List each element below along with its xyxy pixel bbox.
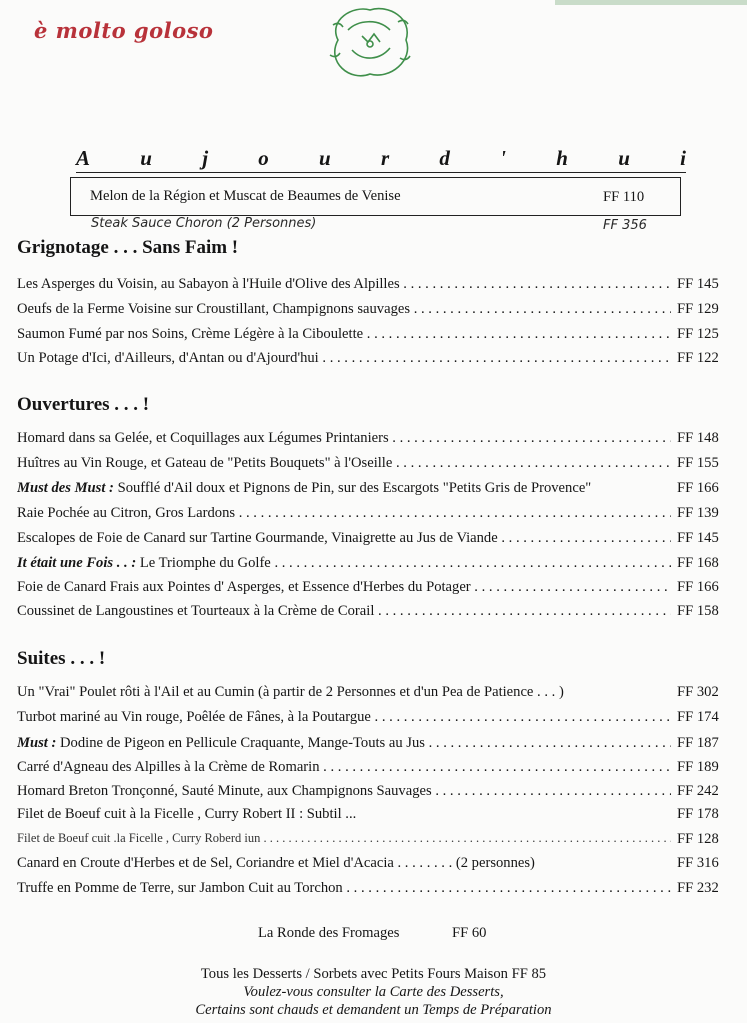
today-underline xyxy=(76,172,686,173)
section-heading: Suites . . . ! xyxy=(17,648,106,669)
restaurant-logo xyxy=(318,0,422,84)
today-special-item: Melon de la Région et Muscat de Beaumes de Venise xyxy=(90,188,401,204)
restaurant-tagline: è molto goloso xyxy=(34,18,214,43)
cheese-label: La Ronde des Fromages xyxy=(258,925,400,941)
desserts-note: Voulez-vous consulter la Carte des Desserts, xyxy=(243,984,504,1000)
section-heading: Ouvertures . . . ! xyxy=(17,394,150,415)
section-heading: Grignotage . . . Sans Faim ! xyxy=(17,237,239,258)
desserts-line: Tous les Desserts / Sorbets avec Petits Fours Maison FF 85 xyxy=(200,966,547,982)
today-heading: A u j o u r d ' h u i xyxy=(76,146,686,170)
desserts-note: Certains sont chauds et demandent un Temps de Préparation xyxy=(195,1002,552,1018)
cheese-price: FF 60 xyxy=(452,925,487,941)
handwritten-special-price: FF 356 xyxy=(603,218,647,233)
top-edge-stripe xyxy=(555,0,747,5)
today-special-price: FF 110 xyxy=(603,189,645,205)
handwritten-special-item: Steak Sauce Choron (2 Personnes) xyxy=(91,216,317,231)
